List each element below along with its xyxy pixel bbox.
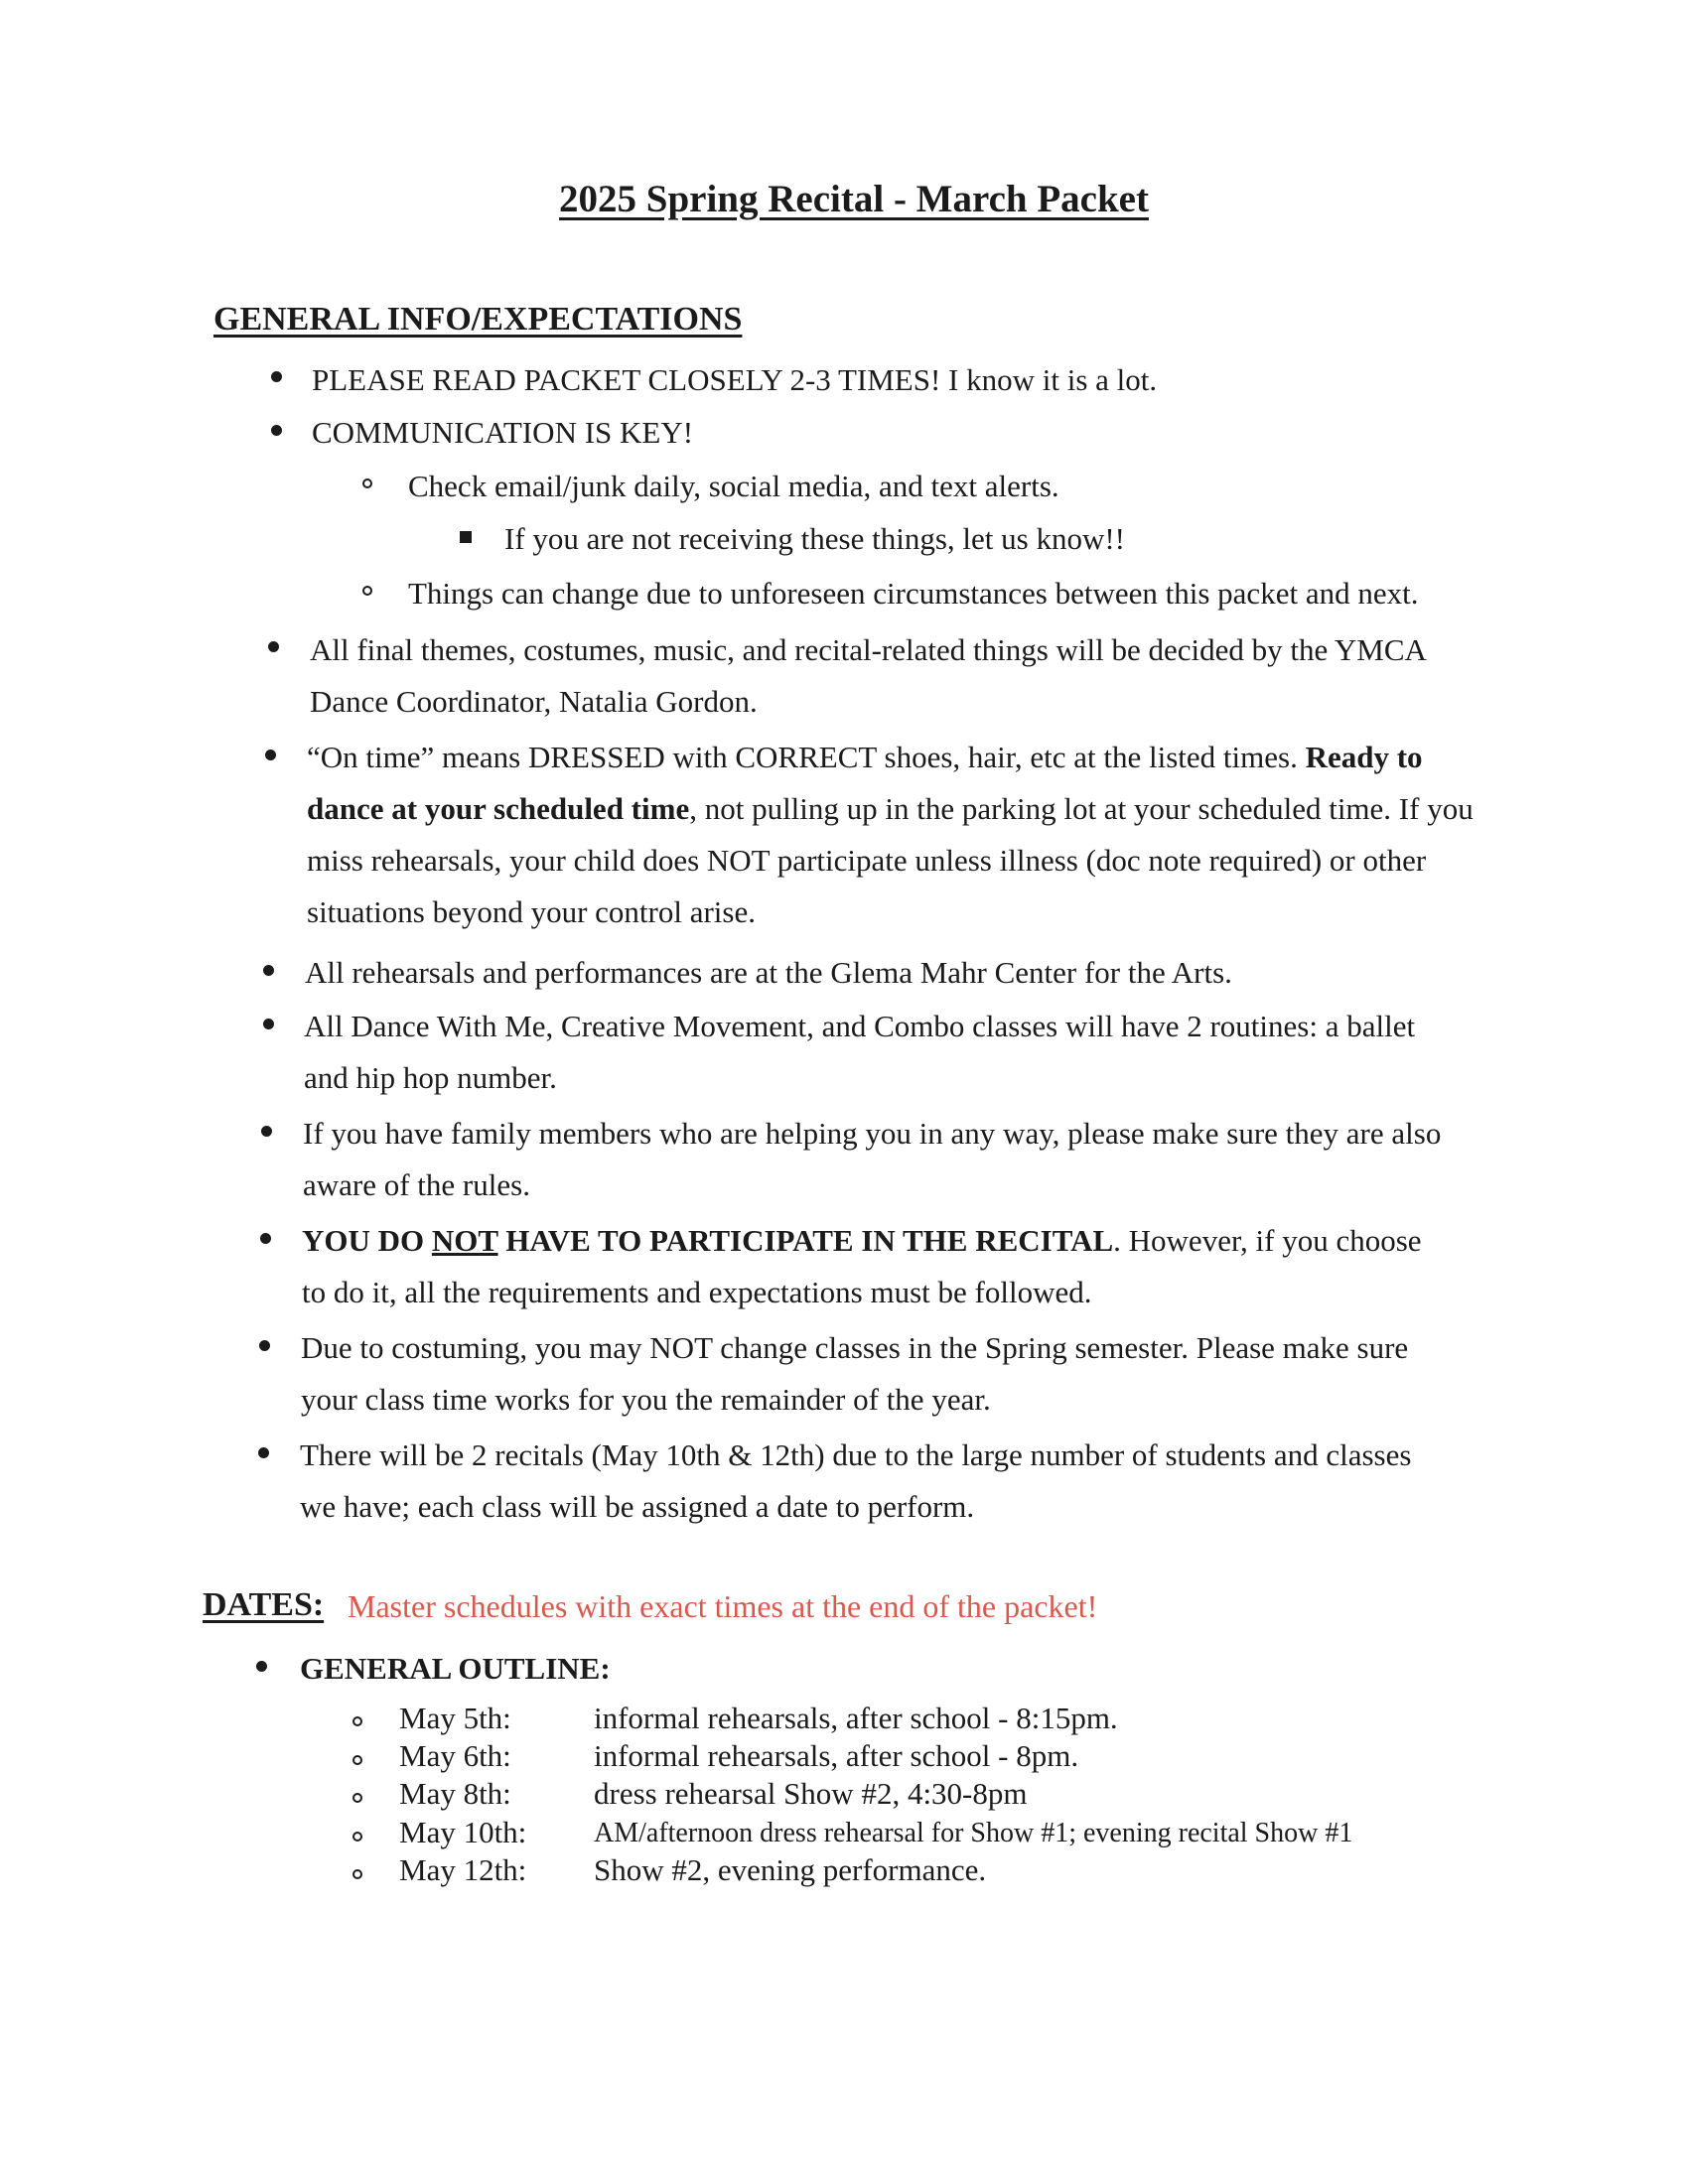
bullet-icon (268, 641, 279, 652)
schedule-desc: AM/afternoon dress rehearsal for Show #1; evening recital Show #1 (594, 1818, 1353, 1848)
dates-note: Master schedules with exact times at the end of the packet! (348, 1588, 1098, 1624)
schedule-desc: dress rehearsal Show #2, 4:30-8pm (594, 1776, 1028, 1811)
list-item: If you have family members who are helping you in any way, please make sure they are also aware of the rules. (303, 1116, 1442, 1202)
schedule-date: May 8th: (399, 1776, 511, 1811)
bullet-icon (259, 1340, 270, 1351)
schedule-date: May 6th: (399, 1738, 511, 1773)
list-item: All final themes, costumes, music, and recital-related things will be decided by the YMCA Dance Coordinator, Natalia Gordon. (310, 632, 1426, 719)
circle-bullet-icon (352, 1716, 362, 1726)
list-item: All rehearsals and performances are at the Glema Mahr Center for the Arts. (305, 955, 1232, 990)
schedule-desc: Show #2, evening performance. (594, 1852, 987, 1887)
circle-bullet-icon (352, 1869, 362, 1879)
schedule-date: May 5th: (399, 1701, 511, 1735)
bullet-icon (256, 1661, 267, 1672)
square-bullet-icon (460, 531, 472, 543)
participate-rest: . However, if you choose to do it, all the requirements and expectations must be followed. (302, 1223, 1422, 1309)
circle-bullet-icon (362, 586, 372, 596)
schedule-date: May 12th: (399, 1852, 527, 1887)
general-outline-label: GENERAL OUTLINE: (300, 1651, 611, 1686)
dates-heading: DATES: (203, 1586, 325, 1623)
on-time-item (307, 732, 1488, 938)
list-item: COMMUNICATION IS KEY! (312, 415, 694, 450)
list-item: If you are not receiving these things, let us know!! (504, 521, 1125, 556)
circle-bullet-icon (362, 478, 372, 488)
page-title: 2025 Spring Recital - March Packet (559, 178, 1149, 220)
on-time-text-end: , not pulling up in the parking lot at your scheduled time. If you miss rehearsals, your child does NOT participate unless illness (doc note required) or other situations beyond your control arise. (307, 791, 1474, 929)
participate-bold-a: YOU DO (302, 1223, 432, 1258)
participate-item (302, 1215, 1444, 1318)
schedule-date: May 10th: (399, 1815, 527, 1849)
on-time-text-bold: Ready to dance at your scheduled time (307, 740, 1423, 826)
circle-bullet-icon (352, 1793, 362, 1803)
general-info-heading: GENERAL INFO/EXPECTATIONS (213, 301, 743, 338)
on-time-text-start: “On time” means DRESSED with CORRECT shoes, hair, etc at the listed times. (307, 740, 1306, 774)
participate-bold-underline: NOT (431, 1223, 498, 1258)
list-item: Check email/junk daily, social media, and text alerts. (408, 469, 1059, 503)
bullet-icon (271, 425, 282, 436)
bullet-icon (258, 1447, 269, 1458)
bullet-icon (263, 965, 274, 976)
list-item: PLEASE READ PACKET CLOSELY 2-3 TIMES! I know it is a lot. (312, 362, 1158, 397)
list-item: There will be 2 recitals (May 10th & 12th) due to the large number of students and classes we have; each class will be assigned a date to perform. (300, 1437, 1412, 1524)
schedule-desc: informal rehearsals, after school - 8pm. (594, 1738, 1079, 1773)
bullet-icon (265, 750, 276, 760)
bullet-icon (260, 1233, 271, 1244)
list-item: All Dance With Me, Creative Movement, and Combo classes will have 2 routines: a ballet and hip hop number. (304, 1009, 1416, 1095)
bullet-icon (271, 371, 282, 382)
list-item: Due to costuming, you may NOT change classes in the Spring semester. Please make sure your class time works for you the remainder of the year. (301, 1330, 1409, 1417)
circle-bullet-icon (352, 1832, 362, 1842)
schedule-desc: informal rehearsals, after school - 8:15pm. (594, 1701, 1118, 1735)
bullet-icon (263, 1019, 274, 1029)
bullet-icon (261, 1126, 272, 1137)
circle-bullet-icon (352, 1755, 362, 1765)
list-item: Things can change due to unforeseen circumstances between this packet and next. (408, 576, 1419, 611)
participate-bold-b: HAVE TO PARTICIPATE IN THE RECITAL (497, 1223, 1114, 1258)
